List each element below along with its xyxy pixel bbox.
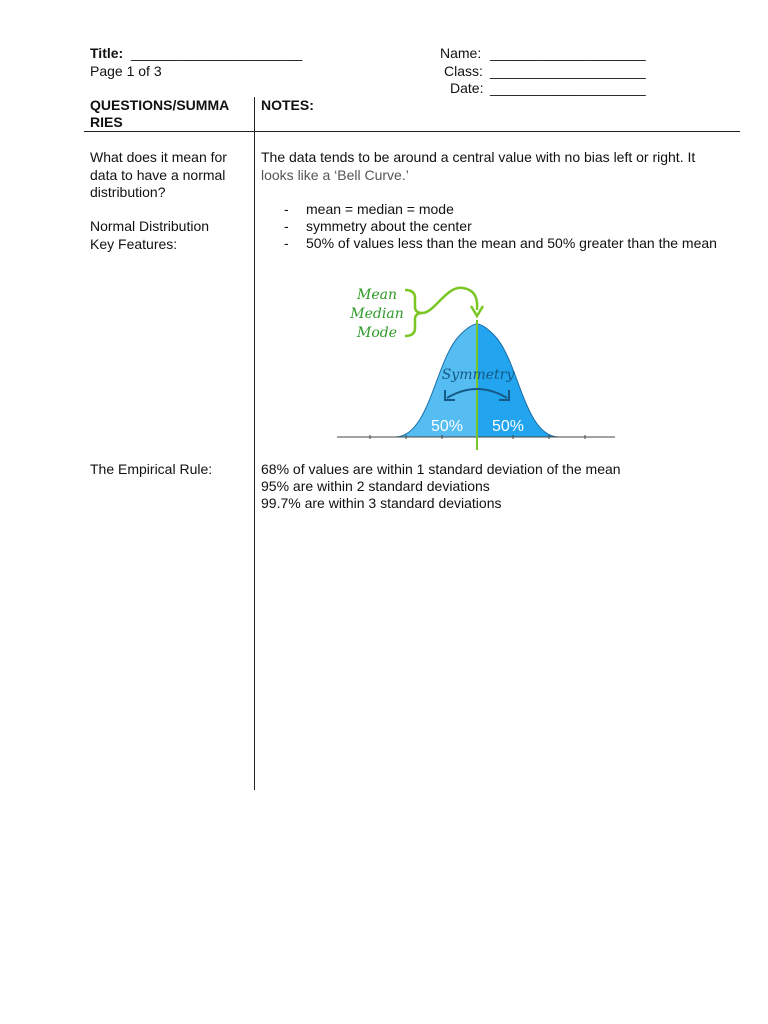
column-divider: [254, 97, 255, 790]
left-percent-label: 50%: [430, 418, 464, 435]
list-item: [261, 218, 721, 235]
question-2-line-1: Normal Distribution: [90, 218, 210, 234]
bullet-dash: -: [284, 201, 289, 217]
note-3-line-2: 95% are within 2 standard deviations: [261, 478, 490, 494]
right-percent-label: 50%: [491, 418, 525, 435]
title-label: Title:: [90, 45, 124, 61]
question-2-line-2: Key Features:: [90, 236, 178, 252]
bullet-dash: -: [284, 218, 289, 234]
note-3-line-3: 99.7% are within 3 standard deviations: [261, 495, 502, 511]
class-label: Class:: [444, 63, 483, 79]
bullet-text: mean = median = mode: [306, 201, 454, 217]
question-1-line-2: data to have a normal: [90, 167, 226, 183]
bullet-text: 50% of values less than the mean and 50% greater than the mean: [306, 235, 717, 251]
name-blank: ____________________: [490, 45, 646, 61]
date-blank: ____________________: [490, 80, 646, 96]
header-rule: [84, 131, 740, 132]
label-median: Median: [350, 306, 404, 322]
list-item: [261, 235, 721, 252]
note-1-line-2: looks like a ‘Bell Curve.’: [261, 167, 409, 183]
questions-header-line2: RIES: [90, 114, 123, 130]
note-1-line-1: The data tends to be around a central value with no bias left or right. It: [261, 149, 696, 165]
date-label: Date:: [450, 80, 484, 96]
notes-header: NOTES:: [261, 97, 314, 113]
class-blank: ____________________: [490, 63, 646, 79]
question-1-line-1: What does it mean for: [90, 149, 227, 165]
title-blank: ______________________: [131, 45, 303, 61]
name-label: Name:: [440, 45, 482, 61]
label-mode: Mode: [356, 325, 398, 341]
question-3-line-1: The Empirical Rule:: [90, 461, 213, 477]
symmetry-label: Symmetry: [441, 367, 515, 383]
brace-shape: [405, 290, 423, 336]
bullet-text: symmetry about the center: [306, 218, 472, 234]
note-3-line-1: 68% of values are within 1 standard deviation of the mean: [261, 461, 621, 477]
list-item: [261, 201, 721, 218]
questions-header-line1: QUESTIONS/SUMMA: [90, 97, 230, 113]
key-features-list: [261, 201, 721, 252]
question-1-line-3: distribution?: [90, 184, 166, 200]
bullet-dash: -: [284, 235, 289, 251]
page-info: Page 1 of 3: [90, 63, 162, 79]
label-mean: Mean: [357, 287, 397, 303]
bell-curve-diagram: [335, 280, 617, 450]
pointer-arrow: [423, 288, 477, 313]
